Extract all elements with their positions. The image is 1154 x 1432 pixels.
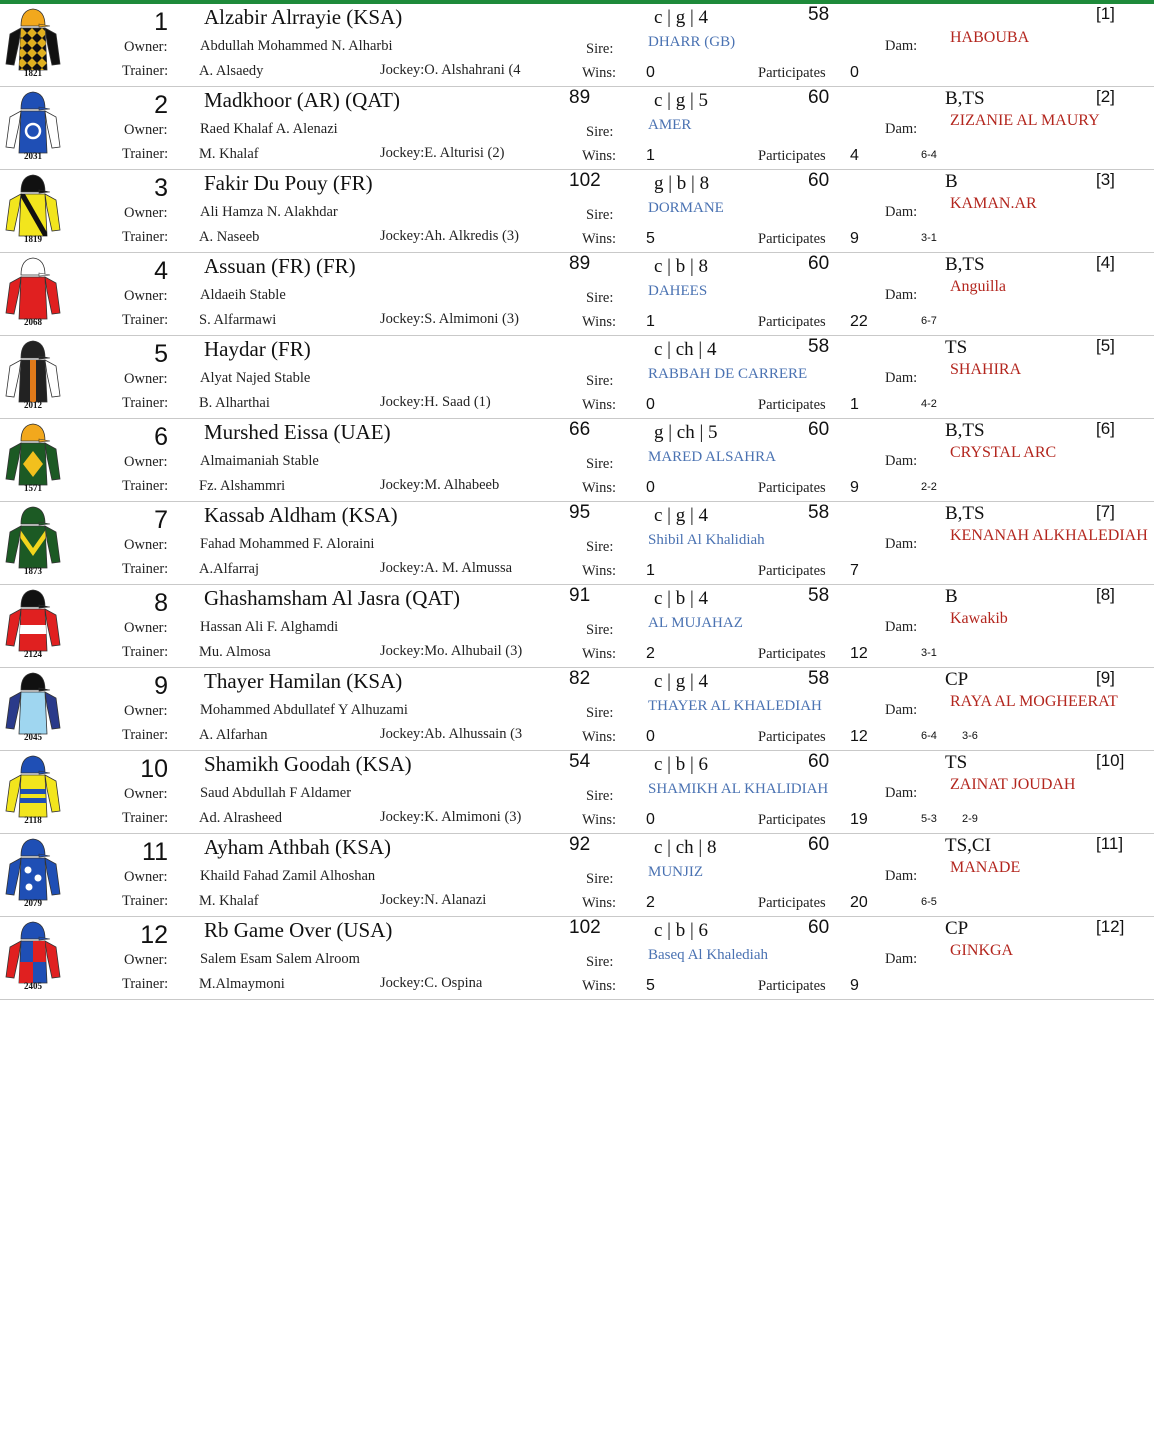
- owner-name: Almaimaniah Stable: [200, 453, 319, 469]
- runner-row[interactable]: [0, 834, 1154, 917]
- form-figure: 6-4: [921, 730, 937, 742]
- horse-rating: 89: [569, 87, 591, 108]
- jockey-silk-icon: [2, 170, 64, 246]
- owner-name: Salem Esam Salem Alroom: [200, 951, 360, 967]
- form-figure: 3-1: [921, 232, 937, 244]
- owner-name: Aldaeih Stable: [200, 287, 286, 303]
- owner-label: Owner:: [124, 371, 168, 387]
- trainer-label: Trainer:: [122, 561, 169, 577]
- runner-row[interactable]: [0, 502, 1154, 585]
- age-sex-colour: g | b | 8: [654, 173, 710, 194]
- wins-label: Wins:: [582, 646, 617, 662]
- equipment-code: B,TS: [945, 88, 985, 109]
- trainer-name: A. Naseeb: [199, 229, 260, 245]
- equipment-code: B,TS: [945, 420, 985, 441]
- participates-count: 9: [850, 977, 859, 994]
- dam-name: ZAINAT JOUDAH: [950, 776, 1076, 793]
- wins-count: 5: [646, 977, 655, 994]
- form-figure: 3-1: [921, 647, 937, 659]
- runner-row[interactable]: [0, 585, 1154, 668]
- participates-label: Participates: [758, 65, 826, 81]
- jockey-name: Jockey:C. Ospina: [380, 975, 483, 991]
- wins-label: Wins:: [582, 148, 617, 164]
- sire-label: Sire:: [586, 705, 614, 721]
- dam-label: Dam:: [885, 619, 918, 635]
- trainer-label: Trainer:: [122, 810, 169, 826]
- runner-row[interactable]: [0, 87, 1154, 170]
- carried-weight: 60: [808, 751, 830, 772]
- runner-row[interactable]: [0, 170, 1154, 253]
- draw-number: [9]: [1096, 668, 1115, 687]
- owner-label: Owner:: [124, 703, 168, 719]
- owner-label: Owner:: [124, 869, 168, 885]
- draw-number: [7]: [1096, 502, 1115, 521]
- age-sex-colour: c | g | 5: [654, 90, 709, 111]
- dam-name: KAMAN.AR: [950, 195, 1037, 212]
- horse-name[interactable]: Thayer Hamilan (KSA): [204, 669, 403, 693]
- trainer-name: S. Alfarmawi: [199, 312, 277, 328]
- trainer-name: M. Khalaf: [199, 893, 259, 909]
- wins-count: 1: [646, 147, 655, 164]
- carried-weight: 58: [808, 4, 830, 25]
- silk-number: 2045: [24, 732, 42, 742]
- runner-number: 3: [154, 174, 168, 202]
- runner-number: 1: [154, 8, 168, 36]
- age-sex-colour: c | ch | 4: [654, 339, 717, 360]
- trainer-label: Trainer:: [122, 229, 169, 245]
- wins-label: Wins:: [582, 812, 617, 828]
- trainer-name: B. Alharthai: [199, 395, 270, 411]
- runner-number: 4: [154, 257, 168, 285]
- trainer-label: Trainer:: [122, 312, 169, 328]
- owner-label: Owner:: [124, 454, 168, 470]
- jockey-silk-icon: [2, 834, 64, 910]
- owner-label: Owner:: [124, 620, 168, 636]
- horse-name[interactable]: Alzabir Alrrayie (KSA): [204, 5, 403, 29]
- runner-row[interactable]: [0, 751, 1154, 834]
- jockey-silk-icon: [2, 87, 64, 163]
- dam-name: Kawakib: [950, 610, 1008, 627]
- draw-number: [11]: [1096, 834, 1124, 853]
- sire-name: MARED ALSAHRA: [648, 449, 776, 465]
- silk-number: 1873: [24, 566, 42, 576]
- horse-name[interactable]: Madkhoor (AR) (QAT): [204, 88, 400, 112]
- draw-number: [10]: [1096, 751, 1125, 770]
- dam-name: KENANAH ALKHALEDIAH: [950, 527, 1148, 544]
- participates-count: 19: [850, 811, 868, 828]
- owner-name: Khaild Fahad Zamil Alhoshan: [200, 868, 376, 884]
- carried-weight: 58: [808, 585, 830, 606]
- jockey-name: Jockey:O. Alshahrani (4: [380, 62, 521, 78]
- jockey-silk-icon: [2, 4, 64, 80]
- draw-number: [2]: [1096, 87, 1115, 106]
- wins-label: Wins:: [582, 978, 617, 994]
- runner-row[interactable]: [0, 4, 1154, 87]
- horse-name[interactable]: Fakir Du Pouy (FR): [204, 171, 373, 195]
- form-figure: 5-3: [921, 813, 937, 825]
- sire-name: DHARR (GB): [648, 34, 736, 50]
- horse-rating: 89: [569, 253, 591, 274]
- owner-name: Fahad Mohammed F. Aloraini: [200, 536, 375, 552]
- trainer-label: Trainer:: [122, 644, 169, 660]
- carried-weight: 58: [808, 336, 830, 357]
- sire-name: THAYER AL KHALEDIAH: [648, 698, 822, 714]
- wins-count: 2: [646, 645, 655, 662]
- dam-label: Dam:: [885, 38, 918, 54]
- sire-label: Sire:: [586, 954, 614, 970]
- horse-rating: 92: [569, 834, 591, 855]
- draw-number: [6]: [1096, 419, 1115, 438]
- silk-number: 2031: [24, 151, 42, 161]
- participates-label: Participates: [758, 978, 826, 994]
- participates-count: 12: [850, 728, 868, 745]
- sire-label: Sire:: [586, 41, 614, 57]
- dam-label: Dam:: [885, 702, 918, 718]
- age-sex-colour: c | b | 6: [654, 920, 709, 941]
- dam-label: Dam:: [885, 204, 918, 220]
- jockey-name: Jockey:N. Alanazi: [380, 892, 487, 908]
- runner-number: 11: [142, 838, 168, 866]
- horse-rating: 54: [569, 751, 591, 772]
- draw-number: [5]: [1096, 336, 1115, 355]
- sire-label: Sire:: [586, 788, 614, 804]
- wins-count: 0: [646, 479, 655, 496]
- runner-row[interactable]: [0, 917, 1154, 1000]
- draw-number: [3]: [1096, 170, 1115, 189]
- dam-name: MANADE: [950, 859, 1021, 876]
- dam-name: SHAHIRA: [950, 361, 1022, 378]
- equipment-code: TS: [945, 752, 968, 773]
- wins-count: 1: [646, 313, 655, 330]
- equipment-code: TS: [945, 337, 968, 358]
- age-sex-colour: c | g | 4: [654, 7, 709, 28]
- horse-rating: 102: [569, 170, 601, 191]
- jockey-name: Jockey:Ah. Alkredis (3): [380, 228, 519, 244]
- runner-number: 8: [154, 589, 168, 617]
- sire-label: Sire:: [586, 871, 614, 887]
- sire-label: Sire:: [586, 539, 614, 555]
- jockey-silk-icon: [2, 502, 64, 578]
- runner-row[interactable]: [0, 668, 1154, 751]
- horse-name[interactable]: Haydar (FR): [204, 337, 311, 361]
- jockey-silk-icon: [2, 668, 64, 744]
- participates-label: Participates: [758, 397, 826, 413]
- trainer-name: Ad. Alrasheed: [199, 810, 282, 826]
- dam-label: Dam:: [885, 370, 918, 386]
- sire-label: Sire:: [586, 207, 614, 223]
- participates-count: 0: [850, 64, 859, 81]
- wins-count: 0: [646, 396, 655, 413]
- wins-count: 0: [646, 64, 655, 81]
- participates-label: Participates: [758, 895, 826, 911]
- age-sex-colour: c | b | 8: [654, 256, 709, 277]
- horse-rating: 102: [569, 917, 601, 938]
- age-sex-colour: g | ch | 5: [654, 422, 718, 443]
- equipment-code: TS,CI: [945, 835, 991, 856]
- dam-label: Dam:: [885, 868, 918, 884]
- trainer-label: Trainer:: [122, 63, 169, 79]
- owner-name: Raed Khalaf A. Alenazi: [200, 121, 338, 137]
- dam-label: Dam:: [885, 287, 918, 303]
- horse-name[interactable]: Ayham Athbah (KSA): [204, 835, 392, 859]
- wins-label: Wins:: [582, 65, 617, 81]
- form-figure-secondary: 2-9: [962, 813, 978, 825]
- horse-name[interactable]: Assuan (FR) (FR): [204, 254, 356, 278]
- participates-label: Participates: [758, 148, 826, 164]
- jockey-name: Jockey:Mo. Alhubail (3): [380, 643, 523, 659]
- jockey-name: Jockey:K. Almimoni (3): [380, 809, 522, 825]
- owner-label: Owner:: [124, 288, 168, 304]
- carried-weight: 60: [808, 419, 830, 440]
- jockey-silk-icon: [2, 751, 64, 827]
- owner-label: Owner:: [124, 205, 168, 221]
- dam-name: GINKGA: [950, 942, 1014, 959]
- sire-name: RABBAH DE CARRERE: [648, 366, 808, 382]
- jockey-silk-icon: [2, 419, 64, 495]
- dam-name: HABOUBA: [950, 29, 1030, 46]
- dam-name: ZIZANIE AL MAURY: [950, 112, 1100, 129]
- equipment-code: B: [945, 586, 958, 607]
- silk-number: 1571: [24, 483, 42, 493]
- runner-row[interactable]: [0, 419, 1154, 502]
- horse-name[interactable]: Rb Game Over (USA): [204, 918, 393, 942]
- participates-count: 9: [850, 479, 859, 496]
- form-figure: 6-5: [921, 896, 937, 908]
- age-sex-colour: c | g | 4: [654, 671, 709, 692]
- sire-label: Sire:: [586, 373, 614, 389]
- age-sex-colour: c | b | 4: [654, 588, 709, 609]
- participates-count: 1: [850, 396, 859, 413]
- dam-label: Dam:: [885, 951, 918, 967]
- jockey-silk-icon: [2, 253, 64, 329]
- draw-number: [4]: [1096, 253, 1115, 272]
- wins-count: 0: [646, 811, 655, 828]
- silk-number: 1821: [24, 68, 42, 78]
- form-figure-secondary: 3-6: [962, 730, 978, 742]
- dam-label: Dam:: [885, 121, 918, 137]
- dam-name: Anguilla: [950, 278, 1006, 295]
- participates-count: 20: [850, 894, 868, 911]
- carried-weight: 60: [808, 87, 830, 108]
- participates-label: Participates: [758, 646, 826, 662]
- runner-number: 6: [154, 423, 168, 451]
- participates-count: 12: [850, 645, 868, 662]
- owner-label: Owner:: [124, 537, 168, 553]
- sire-label: Sire:: [586, 124, 614, 140]
- jockey-silk-icon: [2, 336, 64, 412]
- silk-number: 2012: [24, 400, 42, 410]
- trainer-label: Trainer:: [122, 976, 169, 992]
- form-figure: 6-7: [921, 315, 937, 327]
- trainer-label: Trainer:: [122, 727, 169, 743]
- form-figure: 2-2: [921, 481, 937, 493]
- owner-label: Owner:: [124, 39, 168, 55]
- dam-name: RAYA AL MOGHEERAT: [950, 693, 1118, 710]
- equipment-code: B,TS: [945, 503, 985, 524]
- form-figure: 6-4: [921, 149, 937, 161]
- silk-number: 2405: [24, 981, 42, 991]
- carried-weight: 60: [808, 170, 830, 191]
- carried-weight: 58: [808, 668, 830, 689]
- equipment-code: CP: [945, 918, 969, 939]
- jockey-silk-icon: [2, 585, 64, 661]
- participates-label: Participates: [758, 314, 826, 330]
- runner-row[interactable]: [0, 253, 1154, 336]
- jockey-name: Jockey:S. Almimoni (3): [380, 311, 519, 327]
- owner-label: Owner:: [124, 952, 168, 968]
- wins-count: 1: [646, 562, 655, 579]
- sire-label: Sire:: [586, 456, 614, 472]
- sire-name: MUNJIZ: [648, 864, 703, 880]
- trainer-label: Trainer:: [122, 146, 169, 162]
- horse-name[interactable]: Murshed Eissa (UAE): [204, 420, 391, 444]
- trainer-label: Trainer:: [122, 395, 169, 411]
- age-sex-colour: c | g | 4: [654, 505, 709, 526]
- carried-weight: 60: [808, 917, 830, 938]
- jockey-name: Jockey:A. M. Almussa: [380, 560, 513, 576]
- owner-name: Mohammed Abdullatef Y Alhuzami: [200, 702, 408, 718]
- wins-label: Wins:: [582, 729, 617, 745]
- trainer-name: A. Alsaedy: [199, 63, 264, 79]
- trainer-name: M. Khalaf: [199, 146, 259, 162]
- runner-number: 2: [154, 91, 168, 119]
- carried-weight: 58: [808, 502, 830, 523]
- wins-count: 2: [646, 894, 655, 911]
- horse-name[interactable]: Shamikh Goodah (KSA): [204, 752, 412, 776]
- equipment-code: B: [945, 171, 958, 192]
- wins-label: Wins:: [582, 231, 617, 247]
- dam-label: Dam:: [885, 785, 918, 801]
- sire-name: SHAMIKH AL KHALIDIAH: [648, 781, 829, 797]
- carried-weight: 60: [808, 253, 830, 274]
- owner-name: Alyat Najed Stable: [200, 370, 311, 386]
- owner-name: Abdullah Mohammed N. Alharbi: [200, 38, 393, 54]
- participates-label: Participates: [758, 812, 826, 828]
- runner-number: 10: [140, 755, 168, 783]
- runner-number: 7: [154, 506, 168, 534]
- jockey-silk-icon: [2, 917, 64, 993]
- draw-number: [12]: [1096, 917, 1125, 936]
- runner-row[interactable]: [0, 336, 1154, 419]
- draw-number: [8]: [1096, 585, 1115, 604]
- silk-number: 2118: [24, 815, 42, 825]
- sire-name: DAHEES: [648, 283, 708, 299]
- dam-label: Dam:: [885, 453, 918, 469]
- silk-number: 2079: [24, 898, 42, 908]
- sire-name: AL MUJAHAZ: [648, 615, 743, 631]
- runner-number: 5: [154, 340, 168, 368]
- carried-weight: 60: [808, 834, 830, 855]
- horse-rating: 66: [569, 419, 591, 440]
- horse-rating: 95: [569, 502, 591, 523]
- silk-number: 2124: [24, 649, 42, 659]
- sire-name: AMER: [648, 117, 692, 133]
- equipment-code: B,TS: [945, 254, 985, 275]
- owner-label: Owner:: [124, 786, 168, 802]
- draw-number: [1]: [1096, 4, 1115, 23]
- sire-name: Shibil Al Khalidiah: [648, 532, 765, 548]
- wins-label: Wins:: [582, 480, 617, 496]
- runner-number: 9: [154, 672, 168, 700]
- age-sex-colour: c | b | 6: [654, 754, 709, 775]
- sire-name: Baseq Al Khalediah: [648, 947, 768, 963]
- horse-name[interactable]: Kassab Aldham (KSA): [204, 503, 398, 527]
- sire-label: Sire:: [586, 622, 614, 638]
- wins-label: Wins:: [582, 563, 617, 579]
- participates-count: 4: [850, 147, 859, 164]
- participates-count: 7: [850, 562, 859, 579]
- participates-label: Participates: [758, 480, 826, 496]
- trainer-name: A. Alfarhan: [199, 727, 268, 743]
- trainer-name: A.Alfarraj: [199, 561, 259, 577]
- trainer-label: Trainer:: [122, 893, 169, 909]
- participates-count: 9: [850, 230, 859, 247]
- participates-label: Participates: [758, 729, 826, 745]
- horse-rating: 82: [569, 668, 591, 689]
- wins-label: Wins:: [582, 895, 617, 911]
- wins-label: Wins:: [582, 314, 617, 330]
- wins-count: 5: [646, 230, 655, 247]
- dam-label: Dam:: [885, 536, 918, 552]
- sire-label: Sire:: [586, 290, 614, 306]
- horse-rating: 91: [569, 585, 591, 606]
- jockey-name: Jockey:E. Alturisi (2): [380, 145, 505, 161]
- silk-number: 2068: [24, 317, 42, 327]
- owner-name: Saud Abdullah F Aldamer: [200, 785, 352, 801]
- wins-label: Wins:: [582, 397, 617, 413]
- jockey-name: Jockey:H. Saad (1): [380, 394, 491, 410]
- runner-number: 12: [140, 921, 168, 949]
- sire-name: DORMANE: [648, 200, 724, 216]
- participates-count: 22: [850, 313, 868, 330]
- silk-number: 1819: [24, 234, 42, 244]
- owner-name: Ali Hamza N. Alakhdar: [200, 204, 338, 220]
- runner-list: [0, 4, 1154, 1000]
- participates-label: Participates: [758, 563, 826, 579]
- dam-name: CRYSTAL ARC: [950, 444, 1057, 461]
- wins-count: 0: [646, 728, 655, 745]
- equipment-code: CP: [945, 669, 969, 690]
- owner-name: Hassan Ali F. Alghamdi: [200, 619, 339, 635]
- participates-label: Participates: [758, 231, 826, 247]
- jockey-name: Jockey:Ab. Alhussain (3: [380, 726, 523, 742]
- jockey-name: Jockey:M. Alhabeeb: [380, 477, 500, 493]
- trainer-name: M.Almaymoni: [199, 976, 285, 992]
- trainer-name: Fz. Alshammri: [199, 478, 286, 494]
- owner-label: Owner:: [124, 122, 168, 138]
- trainer-name: Mu. Almosa: [199, 644, 271, 660]
- age-sex-colour: c | ch | 8: [654, 837, 717, 858]
- horse-name[interactable]: Ghashamsham Al Jasra (QAT): [204, 586, 461, 610]
- form-figure: 4-2: [921, 398, 937, 410]
- trainer-label: Trainer:: [122, 478, 169, 494]
